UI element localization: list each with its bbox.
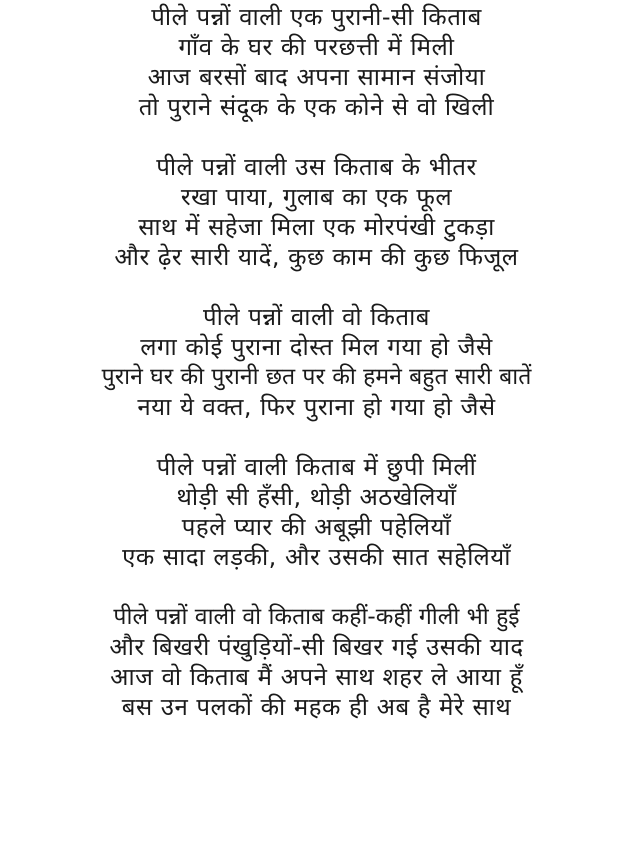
poem-line: आज वो किताब मैं अपने साथ शहर ले आया हूँ (110, 663, 523, 691)
stanza-2 (0, 152, 633, 272)
poem-line: पीले पन्नों वाली उस किताब के भीतर (156, 153, 477, 181)
poem-line: और ढ़ेर सारी यादें, कुछ काम की कुछ फिजूल (114, 243, 519, 271)
poem-line: साथ में सहेजा मिला एक मोरपंखी टुकड़ा (138, 213, 495, 241)
poem-line: तो पुराने संदूक के एक कोने से वो खिली (138, 93, 495, 121)
poem-line: पुराने घर की पुरानी छत पर की हमने बहुत सारी बातें (101, 364, 532, 390)
poem-line: पीले पन्नों वाली वो किताब (202, 303, 431, 331)
poem-line: पीले पन्नों वाली वो किताब कहीं-कहीं गीली भी हुई (113, 604, 520, 630)
poem-line: नया ये वक्त, फिर पुराना हो गया हो जैसे (137, 393, 496, 421)
poem-line: थोड़ी सी हँसी, थोड़ी अठखेलियाँ (176, 483, 457, 511)
poem-line: एक सादा लड़की, और उसकी सात सहेलियाँ (122, 543, 511, 571)
poem-line: आज बरसों बाद अपना सामान संजोया (147, 63, 486, 91)
stanza-3 (0, 302, 633, 422)
poem-line: बस उन पलकों की महक ही अब है मेरे साथ (121, 693, 512, 721)
poem-line: लगा कोई पुराना दोस्त मिल गया हो जैसे (140, 333, 493, 361)
poem-line: और बिखरी पंखुड़ियों-सी बिखर गई उसकी याद (109, 633, 524, 661)
stanza-5 (0, 602, 633, 722)
poem-line: पीले पन्नों वाली एक पुरानी-सी किताब (151, 3, 482, 31)
poem-line: पहले प्यार की अबूझी पहेलियाँ (181, 513, 452, 541)
poem-line: गाँव के घर की परछत्ती में मिली (178, 33, 455, 61)
stanza-1 (0, 2, 633, 122)
poem-line: रखा पाया, गुलाब का एक फूल (180, 183, 453, 211)
poem-text (0, 2, 633, 722)
poem-line: पीले पन्नों वाली किताब में छुपी मिलीं (156, 453, 477, 481)
stanza-4 (0, 452, 633, 572)
